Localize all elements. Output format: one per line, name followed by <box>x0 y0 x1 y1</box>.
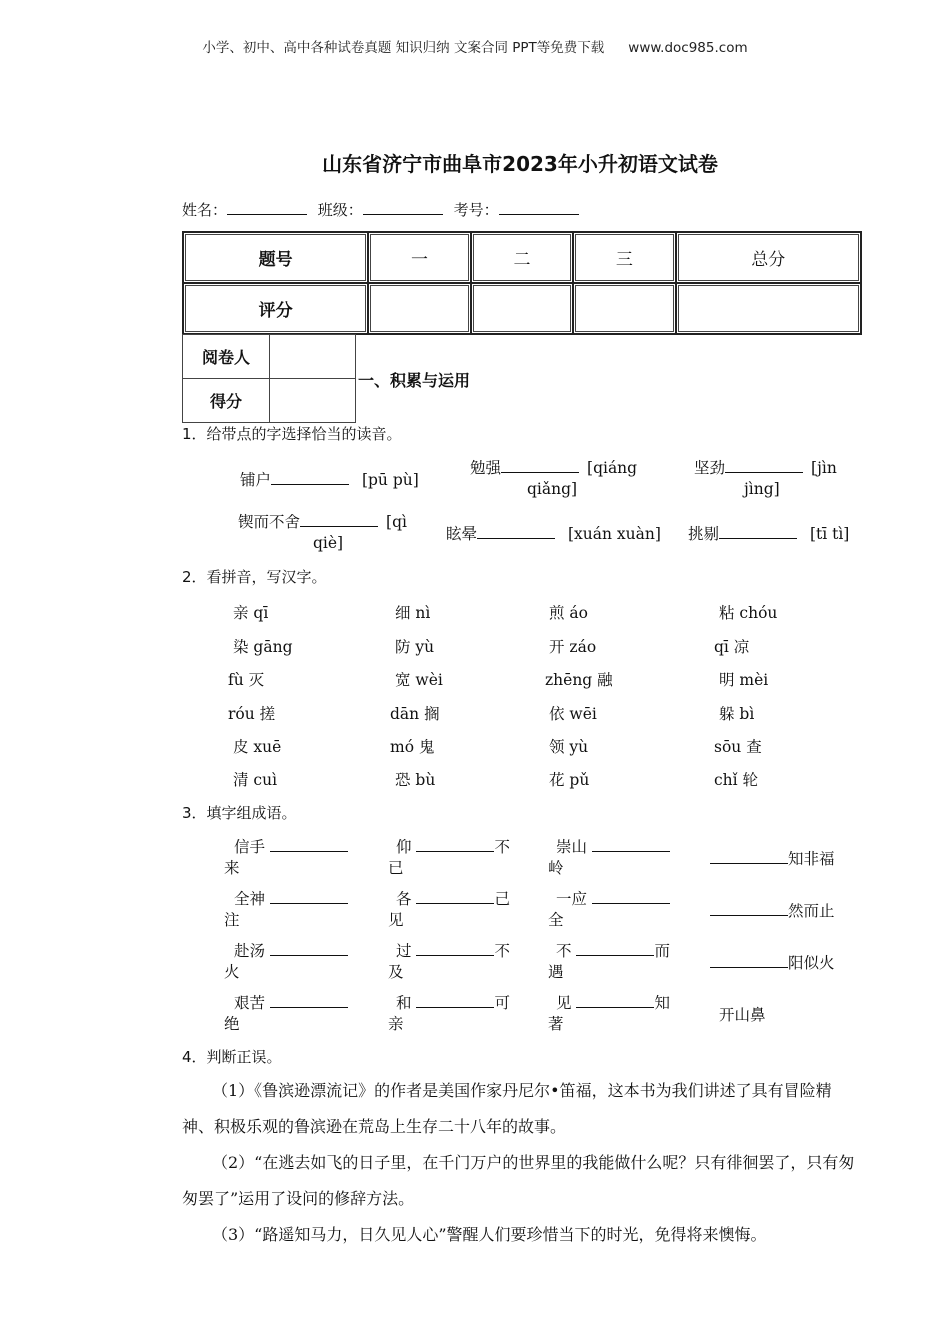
id-label: 考号： <box>453 201 499 219</box>
idiom-blank[interactable] <box>592 889 670 904</box>
score-input-cell[interactable] <box>368 283 470 334</box>
idiom-blank[interactable] <box>270 993 348 1008</box>
exam-title: 山东省济宁市曲阜市2023年小升初语文试卷 <box>322 152 718 176</box>
idiom-item: 知非福 <box>710 847 835 869</box>
answer-blank[interactable] <box>725 458 803 473</box>
q2-prompt: 2．看拼音，写汉字。 <box>182 568 327 586</box>
pinyin-item: 明 mèi <box>719 671 769 689</box>
pinyin-item: fù 灭 <box>228 671 265 689</box>
q4-item-1: （1）《鲁滨逊漂流记》的作者是美国作家丹尼尔•笛福，这本书为我们讲述了具有冒险精神、积极乐观的鲁滨逊在荒岛上生存二十八年的故事。 <box>182 1081 832 1136</box>
idiom-item: 不 而 遇 <box>548 942 670 981</box>
score-cell: 二 <box>471 232 573 283</box>
student-info <box>182 199 585 220</box>
score-input-cell[interactable] <box>471 283 573 334</box>
q1-item: 勉强 [qiáng qiǎng] <box>470 459 638 498</box>
pinyin-item: qī 凉 <box>714 638 750 656</box>
grade-label: 得分 <box>183 379 270 423</box>
answer-blank[interactable] <box>271 470 349 485</box>
idiom-item: 一应 全 <box>548 889 698 931</box>
idiom-blank[interactable] <box>270 889 348 904</box>
pinyin-item: 领 yù <box>549 738 589 756</box>
idiom-blank[interactable] <box>270 837 348 852</box>
score-label-cell: 评分 <box>183 283 368 334</box>
pinyin-item: 皮 xuē <box>233 738 282 756</box>
answer-blank[interactable] <box>300 512 378 527</box>
pinyin-item: 清 cuì <box>233 771 278 789</box>
idiom-item: 各 己 见 <box>388 890 510 929</box>
class-blank[interactable] <box>363 200 443 215</box>
idiom-item: 开山鼻 <box>719 1006 766 1024</box>
pinyin-item: 防 yù <box>395 638 435 656</box>
pinyin-item: zhēng 融 <box>545 671 613 689</box>
grader-table <box>182 334 356 423</box>
idiom-blank[interactable] <box>592 837 670 852</box>
score-cell: 题号 <box>183 232 368 283</box>
pinyin-item: 煎 áo <box>549 604 588 622</box>
section-heading: 一、积累与运用 <box>358 371 471 390</box>
pinyin-item: 开 záo <box>549 638 597 656</box>
q1-prompt: 1．给带点的字选择恰当的读音。 <box>182 425 402 443</box>
idiom-blank[interactable] <box>416 889 494 904</box>
pinyin-item: chǐ 轮 <box>714 771 759 789</box>
pinyin-item: róu 搓 <box>228 705 276 723</box>
page-header <box>0 36 950 56</box>
score-cell: 总分 <box>676 232 861 283</box>
class-label: 班级： <box>317 201 363 219</box>
q1-item: 挑剔 [tī tì] <box>688 525 850 543</box>
score-cell: 一 <box>368 232 470 283</box>
idiom-item: 艰苦 绝 <box>224 993 374 1035</box>
name-blank[interactable] <box>227 200 307 215</box>
score-cell: 三 <box>573 232 675 283</box>
pinyin-item: dān 搁 <box>390 705 440 723</box>
reviewer-label: 阅卷人 <box>183 335 270 379</box>
pinyin-item: mó 鬼 <box>390 738 435 756</box>
idiom-item: 仰 不 已 <box>388 838 510 877</box>
answer-blank[interactable] <box>501 458 579 473</box>
name-label: 姓名： <box>182 201 228 219</box>
q1-item: 坚劲 [jìn jìng] <box>694 459 837 498</box>
pinyin-item: 染 gāng <box>233 638 293 656</box>
header-site[interactable]: www.doc985.com <box>628 40 748 56</box>
q4-item-3: （3）“路遥知马力，日久见人心”警醒人们要珍惜当下的时光，免得将来懊悔。 <box>212 1225 767 1244</box>
pinyin-item: 恐 bù <box>395 771 436 789</box>
idiom-item: 和 可 亲 <box>388 994 510 1033</box>
idiom-blank[interactable] <box>710 953 788 968</box>
idiom-blank[interactable] <box>416 993 494 1008</box>
idiom-item: 阳似火 <box>710 951 835 973</box>
id-blank[interactable] <box>499 200 579 215</box>
pinyin-item: 宽 wèi <box>395 671 443 689</box>
idiom-blank[interactable] <box>710 849 788 864</box>
idiom-blank[interactable] <box>710 901 788 916</box>
idiom-item: 崇山 岭 <box>548 837 698 879</box>
score-input-cell[interactable] <box>676 283 861 334</box>
q4-prompt: 4．判断正误。 <box>182 1048 282 1066</box>
header-text: 小学、初中、高中各种试卷真题 知识归纳 文案合同 PPT等免费下载 <box>202 40 605 56</box>
score-header-row <box>183 232 861 283</box>
pinyin-item: 亲 qī <box>233 604 269 622</box>
q3-prompt: 3．填字组成语。 <box>182 804 297 822</box>
q1-item: 铺户 [pū pù] <box>240 471 419 489</box>
pinyin-item: 细 nì <box>395 604 431 622</box>
idiom-blank[interactable] <box>416 941 494 956</box>
idiom-item: 信手 来 <box>224 837 374 879</box>
grade-input[interactable] <box>270 379 356 423</box>
idiom-blank[interactable] <box>270 941 348 956</box>
idiom-item: 见 知 著 <box>548 994 670 1033</box>
q1-item: 眩晕 [xuán xuàn] <box>446 525 661 543</box>
idiom-item: 然而止 <box>710 899 835 921</box>
q4-item-2: （2）“在逃去如飞的日子里，在千门万户的世界里的我能做什么呢？只有徘徊罢了，只有匆匆罢了”运用了设问的修辞方法。 <box>182 1153 855 1208</box>
pinyin-item: 花 pǔ <box>549 771 590 789</box>
pinyin-item: 躲 bì <box>719 705 755 723</box>
idiom-item: 赴汤 火 <box>224 941 374 983</box>
score-value-row <box>183 283 861 334</box>
score-table <box>182 231 862 335</box>
pinyin-item: 粘 chóu <box>719 604 778 622</box>
score-input-cell[interactable] <box>573 283 675 334</box>
idiom-item: 全神 注 <box>224 889 374 931</box>
idiom-blank[interactable] <box>576 941 654 956</box>
pinyin-item: 依 wēi <box>549 705 597 723</box>
answer-blank[interactable] <box>719 524 797 539</box>
reviewer-input[interactable] <box>270 335 356 379</box>
answer-blank[interactable] <box>477 524 555 539</box>
idiom-item: 过 不 及 <box>388 942 510 981</box>
q1-item: 锲而不舍 [qì qiè] <box>238 513 407 552</box>
idiom-blank[interactable] <box>416 837 494 852</box>
pinyin-item: sōu 查 <box>714 738 762 756</box>
idiom-blank[interactable] <box>576 993 654 1008</box>
